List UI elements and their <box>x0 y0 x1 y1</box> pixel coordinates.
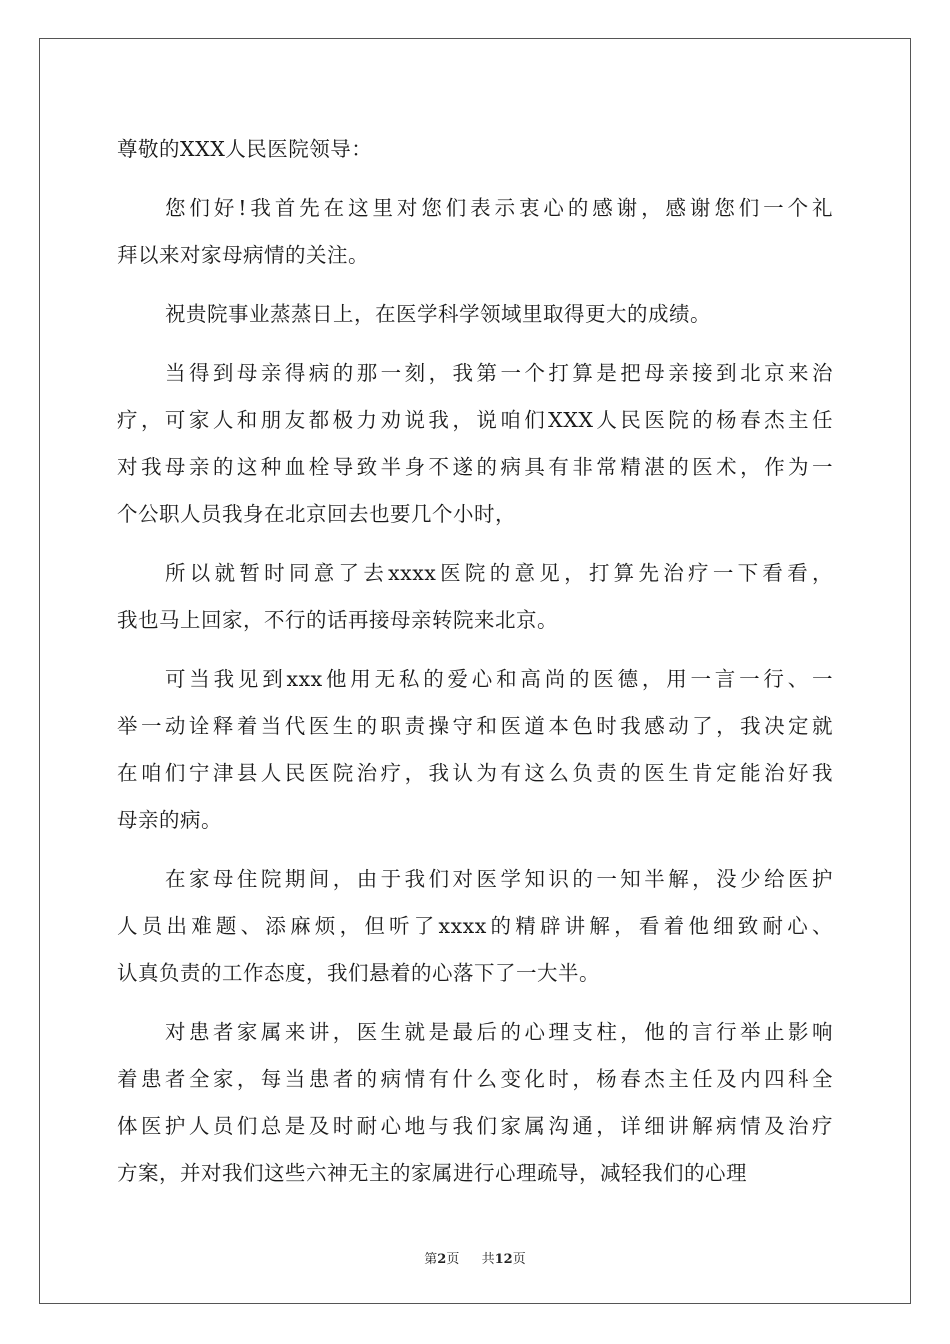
text-line: 体医护人员们总是及时耐心地与我们家属沟通，详细讲解病情及治疗 <box>117 1114 833 1138</box>
text-line: 着患者全家，每当患者的病情有什么变化时，杨春杰主任及内四科全 <box>117 1067 833 1091</box>
text-line: 方案，并对我们这些六神无主的家属进行心理疏导，减轻我们的心理 <box>117 1161 747 1185</box>
current-page-number: 2 <box>437 1252 447 1267</box>
paragraph <box>117 350 833 538</box>
text-line: 我也马上回家，不行的话再接母亲转院来北京。 <box>117 608 558 632</box>
text-line: 在家母住院期间，由于我们对医学知识的一知半解，没少给医护 <box>165 867 833 891</box>
text-line: 拜以来对家母病情的关注。 <box>117 243 369 267</box>
text-line: 祝贵院事业蒸蒸日上，在医学科学领域里取得更大的成绩。 <box>165 302 711 326</box>
paragraph <box>117 185 833 279</box>
text-line: 个公职人员我身在北京回去也要几个小时， <box>117 502 516 526</box>
letter-body <box>117 126 833 1197</box>
text-line: 疗，可家人和朋友都极力劝说我，说咱们XXX人民医院的杨春杰主任 <box>117 408 833 432</box>
page-footer <box>0 1248 950 1267</box>
text-line: 对我母亲的这种血栓导致半身不遂的病具有非常精湛的医术，作为一 <box>117 455 833 479</box>
text-line: 举一动诠释着当代医生的职责操守和医道本色时我感动了，我决定就 <box>117 714 833 738</box>
text-line: 可当我见到xxx他用无私的爱心和高尚的医德，用一言一行、一 <box>165 667 833 691</box>
total-pages-indicator: 共12页 <box>481 1252 526 1267</box>
paragraph <box>117 856 833 997</box>
text-line: 尊敬的XXX人民医院领导： <box>117 137 373 161</box>
text-line: 对患者家属来讲，医生就是最后的心理支柱，他的言行举止影响 <box>165 1020 833 1044</box>
paragraph <box>117 291 833 338</box>
text-line: 所以就暂时同意了去xxxx医院的意见，打算先治疗一下看看， <box>165 561 833 585</box>
text-line: 当得到母亲得病的那一刻，我第一个打算是把母亲接到北京来治 <box>165 361 833 385</box>
text-line: 认真负责的工作态度，我们悬着的心落下了一大半。 <box>117 961 600 985</box>
text-line: 在咱们宁津县人民医院治疗，我认为有这么负责的医生肯定能治好我 <box>117 761 833 785</box>
salutation <box>117 126 833 173</box>
text-line: 您们好!我首先在这里对您们表示衷心的感谢，感谢您们一个礼 <box>165 196 833 220</box>
page-indicator: 第2页 <box>424 1252 460 1267</box>
total-page-number: 12 <box>494 1252 513 1267</box>
paragraph <box>117 550 833 644</box>
paragraph <box>117 656 833 844</box>
text-line: 母亲的病。 <box>117 808 222 832</box>
text-line: 人员出难题、添麻烦，但听了xxxx的精辟讲解，看着他细致耐心、 <box>117 914 833 938</box>
paragraph <box>117 1009 833 1197</box>
